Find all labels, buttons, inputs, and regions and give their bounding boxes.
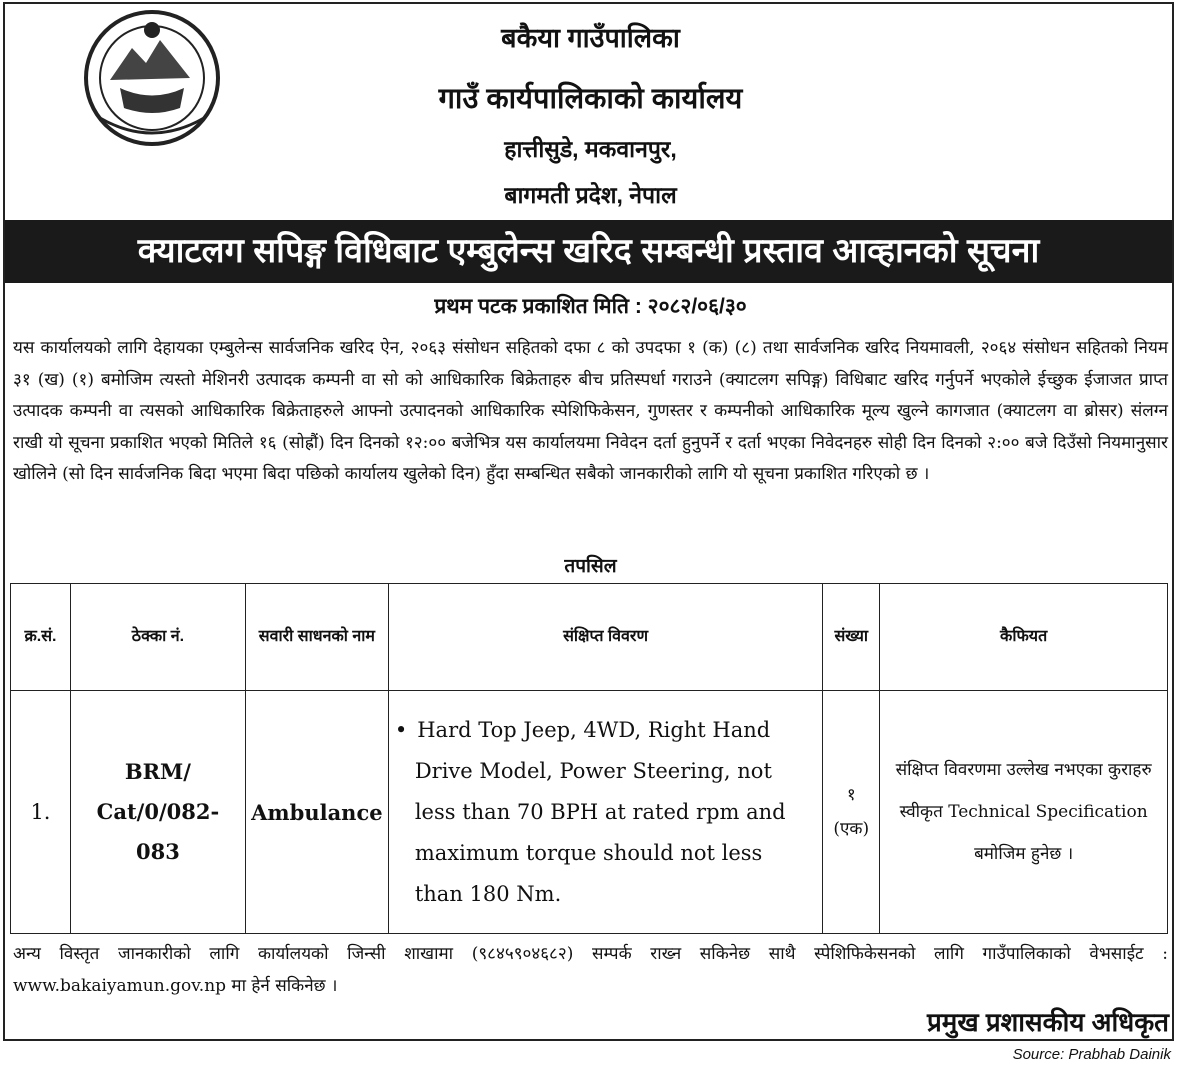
col-header-remarks: कैफियत [880,584,1168,691]
footer-note: अन्य विस्तृत जानकारीको लागि कार्यालयको जिन्सी शाखामा (९८४५९०४६८२) सम्पर्क राख्न सकिनेछ साथै स्पेशिफिकेसनको लागि गाउँपालिकाको वेभसाईट : www.bakaiyamun.gov.np मा हेर्न सकिनेछ । [13,944,1168,996]
cell-contract-no: BRM/ Cat/0/082-083 [70,691,245,934]
schedule-table [10,583,1168,934]
office-address: हात्तीसुडे, मकवानपुर, [504,136,677,162]
col-header-quantity: संख्या [823,584,880,691]
source-credit: Source: Prabhab Dainik [1012,1046,1171,1063]
notice-title-banner: क्याटलग सपिङ्ग विधिबाट एम्बुलेन्स खरिद सम्बन्धी प्रस्ताव आव्हानको सूचना [5,220,1172,283]
col-header-contract-no: ठेक्का नं. [70,584,245,691]
signatory-title: प्रमुख प्रशासकीय अधिकृत [927,1007,1169,1037]
publish-date: प्रथम पटक प्रकाशित मिति : २०८२/०६/३० [434,295,747,318]
notice-body: यस कार्यालयको लागि देहायका एम्बुलेन्स सार्वजनिक खरिद ऐन, २०६३ संसोधन सहितको दफा ८ को उपदफा १ (क) (८) तथा सार्वजनिक खरिद नियमावली, २०६४ संसोधन सहितको नियम ३१ (ख) (१) बमोजिम त्यस्तो मेशिनरी उत्पादक कम्पनी वा सो को आधिकारिक बिक्रेताहरु बीच प्रतिस्पर्धा गराउने (क्याटलग सपिङ्ग) विधिबाट खरिद गर्नुपर्ने भएकोले ईच्छुक ईजाजत प्राप्त उत्पादक कम्पनी वा त्यसको आधिकारिक बिक्रेताहरुले आफ्नो उत्पादनको आधिकारिक स्पेशिफिकेसन, गुणस्तर र कम्पनीको आधिकारिक मूल्य खुल्ने कागजात (क्याटलग वा ब्रोसर) संलग्न राखी यो सूचना प्रकाशित भएको मितिले १६ (सोह्रौं) दिन दिनको १२:०० बजेभित्र यस कार्यालयमा निवेदन दर्ता हुनुपर्ने र दर्ता भएका निवेदनहरु सोही दिन दिनको २:०० बजे दिउँसो नियमानुसार खोलिने (सो दिन सार्वजनिक बिदा भएमा बिदा पछिको कार्यालय खुलेको दिन) हुँदा सम्बन्धित सबैको जानकारीको लागि यो सूचना प्रकाशित गरिएको छ । [13,338,1168,484]
office-province: बागमती प्रदेश, नेपाल [504,182,677,208]
cell-vehicle: Ambulance [245,691,388,934]
bullet-icon: • [394,717,408,742]
table-header-row [11,584,1168,691]
cell-remarks: संक्षिप्त विवरणमा उल्लेख नभएका कुराहरु स्वीकृत Technical Specification बमोजिम हुनेछ । [880,691,1168,934]
schedule-heading: तपसिल [564,556,617,577]
office-name: गाउँ कार्यपालिकाको कार्यालय [438,83,743,115]
col-header-sn: क्र.सं. [11,584,71,691]
col-header-description: संक्षिप्त विवरण [388,584,822,691]
quantity-words: (एक) [833,819,870,839]
col-header-vehicle: सवारी साधनको नाम [245,584,388,691]
municipality-name: बकैया गाउँपालिका [501,23,680,53]
quantity-number: १ [846,785,856,805]
description-text: Hard Top Jeep, 4WD, Right Hand Drive Model, Power Steering, not less than 70 BPH at rated rpm and maximum torque should not less than 180 Nm. [414,717,786,906]
cell-sn: 1. [11,691,71,934]
cell-description [388,691,822,934]
cell-quantity [823,691,880,934]
table-row [11,691,1168,934]
